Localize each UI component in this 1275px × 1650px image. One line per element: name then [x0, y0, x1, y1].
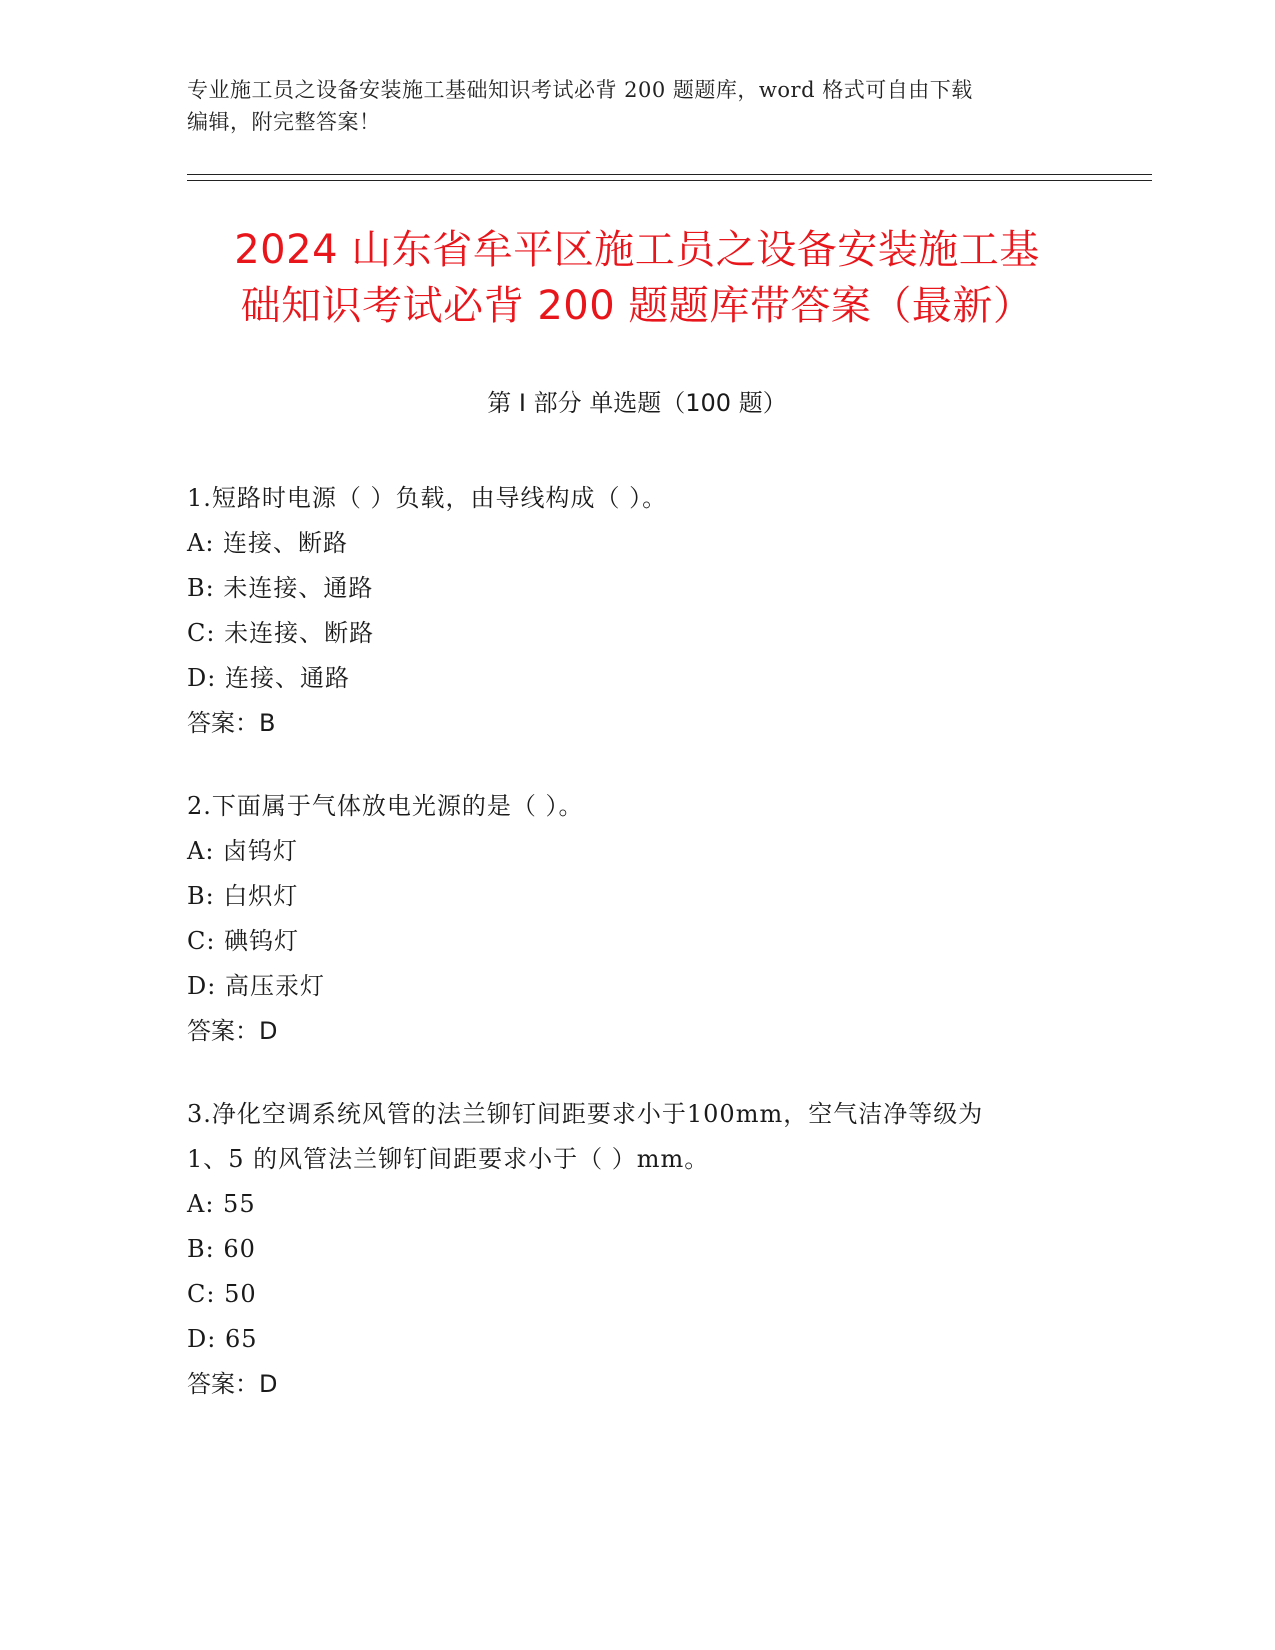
document-title-line-2: 础知识考试必背 200 题题库带答案（最新）: [240, 283, 1034, 329]
answer: 答案：D: [187, 1370, 278, 1398]
header-note-line-2: 编辑，附完整答案！: [187, 110, 381, 134]
question-stem-line-1: 3.净化空调系统风管的法兰铆钉间距要求小于100mm，空气洁净等级为: [187, 1100, 984, 1128]
question-list: [187, 476, 1087, 1445]
answer: 答案：D: [187, 1017, 278, 1045]
section-title: 第 I 部分 单选题（100 题）: [487, 389, 787, 417]
option-b: B: 白炽灯: [187, 882, 299, 910]
document-title: [187, 222, 1087, 334]
option-a: A: 55: [187, 1190, 256, 1218]
option-b: B: 60: [187, 1235, 256, 1263]
question-stem: 1.短路时电源（ ）负载，由导线构成（ ）。: [187, 484, 668, 512]
option-a: A: 卤钨灯: [187, 837, 299, 865]
option-c: C: 50: [187, 1280, 257, 1308]
header-note-line-1: 专业施工员之设备安装施工基础知识考试必背 200 题题库，word 格式可自由下载: [187, 78, 973, 102]
option-c: C: 未连接、断路: [187, 619, 375, 647]
document-title-line-1: 2024 山东省牟平区施工员之设备安装施工基: [234, 227, 1040, 273]
question-2: [187, 784, 1087, 1054]
question-1: [187, 476, 1087, 746]
question-3: [187, 1092, 1087, 1407]
header-divider-top: [187, 174, 1152, 175]
header-divider-bottom: [187, 180, 1152, 181]
answer: 答案：B: [187, 709, 276, 737]
option-b: B: 未连接、通路: [187, 574, 374, 602]
header-note: [187, 74, 1087, 138]
option-d: D: 高压汞灯: [187, 972, 325, 1000]
question-stem: 2.下面属于气体放电光源的是（ ）。: [187, 792, 584, 820]
option-a: A: 连接、断路: [187, 529, 349, 557]
question-stem-line-2: 1、5 的风管法兰铆钉间距要求小于（ ）mm。: [187, 1145, 710, 1173]
option-d: D: 连接、通路: [187, 664, 350, 692]
option-c: C: 碘钨灯: [187, 927, 300, 955]
option-d: D: 65: [187, 1325, 258, 1353]
